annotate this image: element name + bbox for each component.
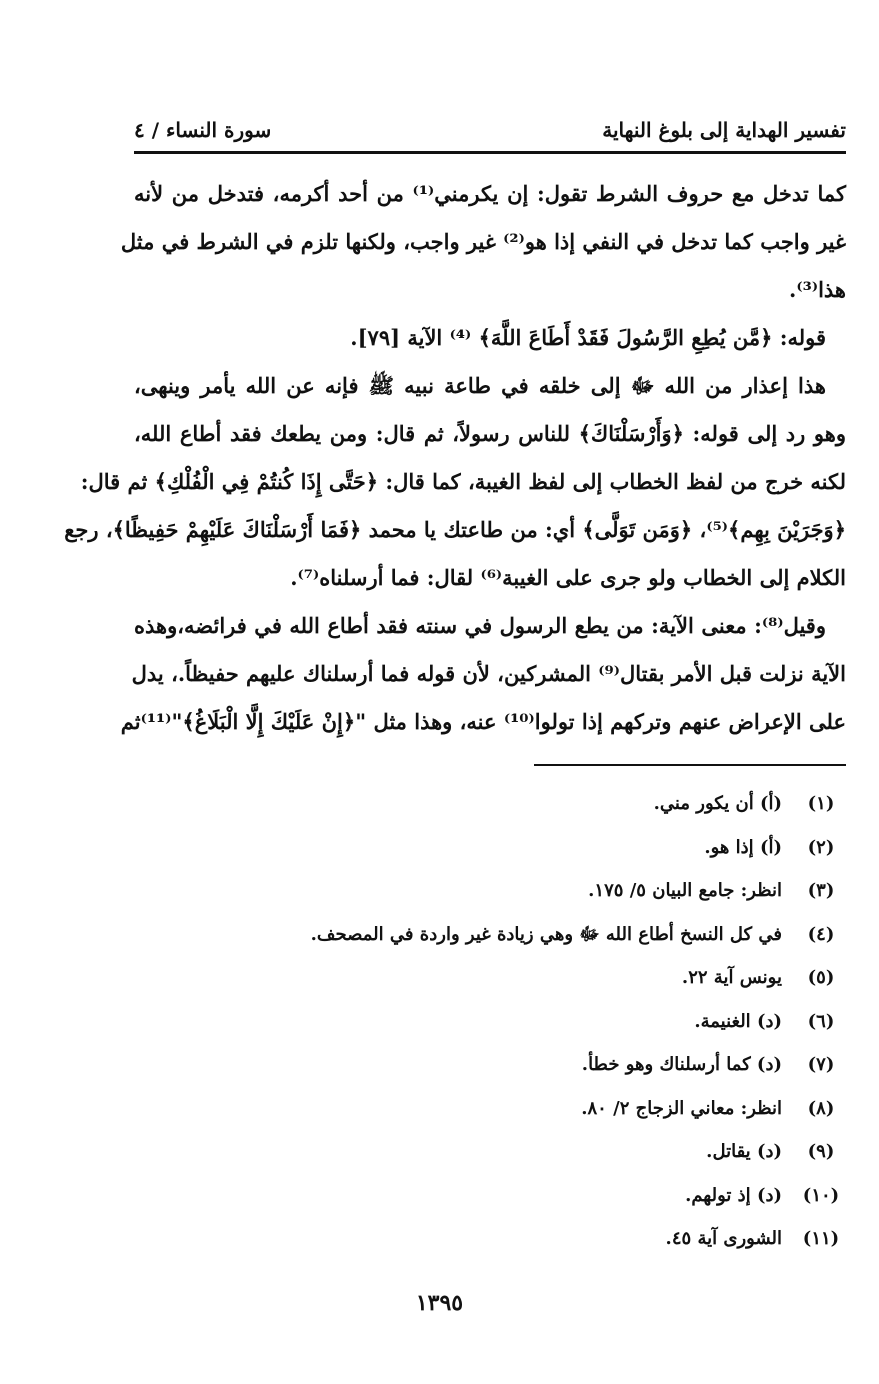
footnote-item [134, 1217, 846, 1261]
footnote-number: (١٠) [802, 1184, 840, 1206]
footnote-text: في كل النسخ أطاع الله ﷻ وهي زيادة غير واردة في المصحف. [310, 923, 782, 945]
footnote-number: (٥) [807, 967, 835, 988]
header-divider [134, 151, 846, 154]
footnote-number: (٧) [807, 1054, 835, 1075]
footnote-number: (٣) [807, 880, 835, 901]
footnotes [134, 782, 846, 1261]
footnote-number: (٤) [807, 923, 835, 945]
footnote-number: (٦) [807, 1010, 835, 1032]
footnote-number: (١١) [802, 1228, 840, 1249]
ayah-line: قوله: ﴿مَّن يُطِعِ الرَّسُولَ فَقَدْ أَطَاعَ اللَّهَ﴾ ⁽⁴⁾ الآية [٧٩]. [350, 325, 826, 350]
text-line: الآية نزلت قبل الأمر بقتال⁽⁹⁾ المشركين، لأن قوله فما أرسلناك عليهم حفيظاً.، يدل [131, 661, 846, 686]
page-number: ١٣٩٥ [415, 1290, 464, 1316]
text-line: وقيل⁽⁸⁾: معنى الآية: من يطع الرسول في سنته فقد أطاع الله في فرائضه،وهذه [134, 613, 826, 638]
footnote-item [134, 826, 846, 870]
footnote-text: (د) كما أرسلناك وهو خطأ. [581, 1054, 782, 1075]
surah-label: سورة النساء / ٤ [134, 118, 272, 142]
text-line: الكلام إلى الخطاب ولو جرى على الغيبة⁽⁶⁾ لقال: فما أرسلناه⁽⁷⁾. [290, 565, 846, 590]
footnote-item [134, 869, 846, 913]
text-line: لكنه خرج من لفظ الخطاب إلى لفظ الغيبة، كما قال: ﴿حَتَّى إِذَا كُنتُمْ فِي الْفُلْكِ﴾ ثم قال: [80, 469, 846, 494]
footnote-text: انظر: جامع البيان ٥/ ١٧٥. [588, 880, 782, 901]
page-header [134, 112, 846, 148]
footnote-number: (٢) [807, 836, 835, 858]
footnote-text: (د) الغنيمة. [694, 1010, 782, 1032]
footnote-divider [534, 764, 846, 766]
text-line: هذا⁽³⁾. [789, 277, 846, 302]
footnote-number: (٨) [807, 1097, 835, 1119]
text-line: ﴿وَجَرَيْنَ بِهِم﴾⁽⁵⁾، ﴿وَمَن تَوَلَّى﴾ أي: من طاعتك يا محمد ﴿فَمَا أَرْسَلْنَاكَ عَلَيْهِمْ حَفِيظًا﴾، رجع [64, 517, 846, 542]
main-text [64, 170, 846, 746]
footnote-item [134, 1087, 846, 1131]
footnote-text: انظر: معاني الزجاج ٢/ ٨٠. [581, 1097, 782, 1119]
footnote-item [134, 1043, 846, 1087]
book-title: تفسير الهداية إلى بلوغ النهاية [602, 118, 846, 142]
footnote-item [134, 1174, 846, 1218]
text-line: وهو رد إلى قوله: ﴿وَأَرْسَلْنَاكَ﴾ للناس رسولاً، ثم قال: ومن يطعك فقد أطاع الله، [134, 421, 846, 446]
footnote-text: (أ) إذا هو. [704, 836, 782, 858]
footnote-item [134, 956, 846, 1000]
footnote-text: يونس آية ٢٢. [681, 967, 782, 988]
text-line: هذا إعذار من الله ﷻ إلى خلقه في طاعة نبيه ﷺ فإنه عن الله يأمر وينهى، [134, 373, 826, 398]
footnote-item [134, 1130, 846, 1174]
text-line: على الإعراض عنهم وتركهم إذا تولوا⁽¹⁰⁾ عنه، وهذا مثل "﴿إِنْ عَلَيْكَ إِلَّا الْبَلَاغُ﴾"⁽¹¹⁾ثم [120, 709, 846, 734]
footnote-text: (أ) أن يكور مني. [653, 793, 782, 814]
footnote-text: الشورى آية ٤٥. [665, 1228, 782, 1249]
footnote-text: (د) يقاتل. [706, 1141, 782, 1162]
footnote-item [134, 913, 846, 957]
footnote-item [134, 782, 846, 826]
footnote-number: (٩) [807, 1141, 835, 1162]
text-line: كما تدخل مع حروف الشرط تقول: إن يكرمني⁽¹⁾ من أحد أكرمه، فتدخل من لأنه [134, 181, 846, 206]
footnote-item [134, 1000, 846, 1044]
footnote-number: (١) [807, 793, 835, 814]
footnote-text: (د) إذ تولهم. [685, 1184, 782, 1206]
text-line: غير واجب كما تدخل في النفي إذا هو⁽²⁾ غير واجب، ولكنها تلزم في الشرط في مثل [120, 229, 846, 254]
